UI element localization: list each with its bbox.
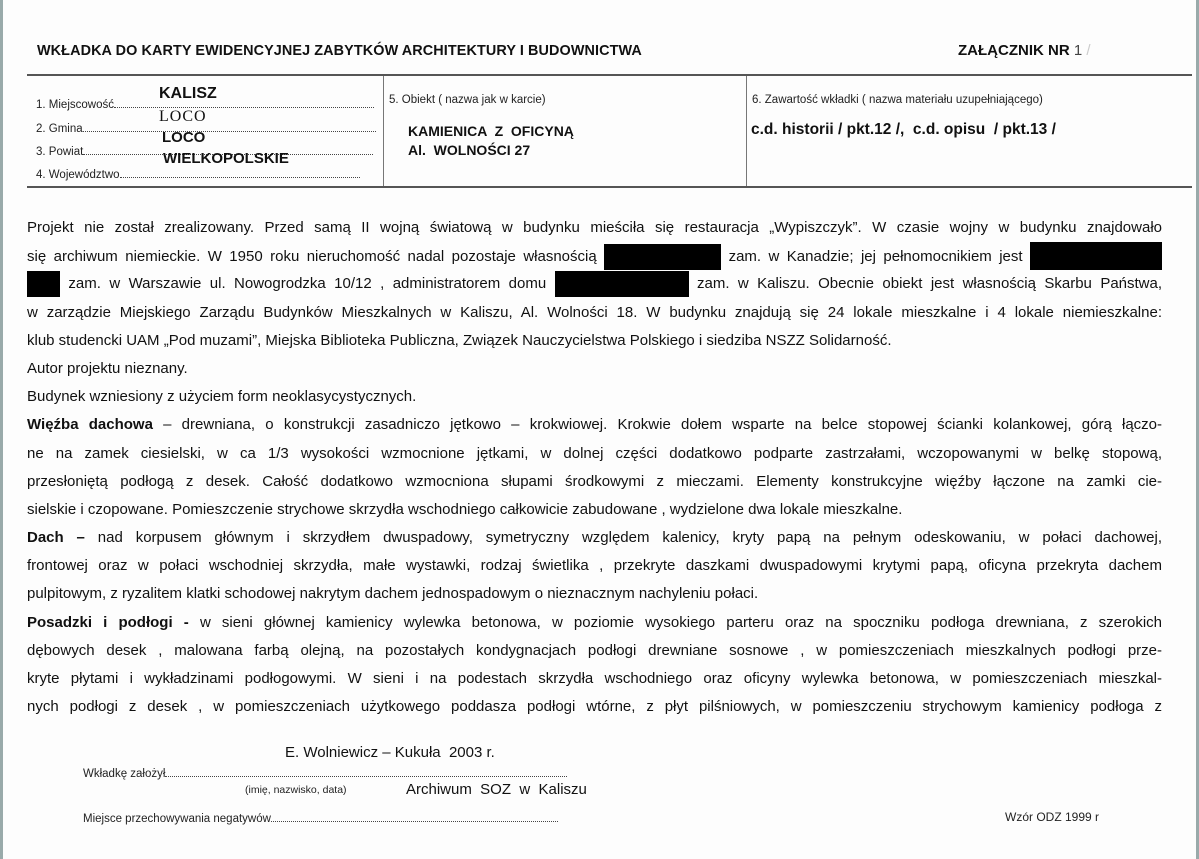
negatives-field [83, 812, 558, 825]
body-text: zam. w Warszawie ul. Nowogrodzka 10/12 , administratorem domu [68, 275, 555, 293]
redaction-box [1030, 242, 1162, 270]
redaction-box [27, 271, 60, 297]
body-text: Budynek wzniesiony z użyciem form neoklasycystycznych. [27, 388, 417, 406]
body-line [27, 383, 1162, 411]
annex-number-value: 1 [1073, 42, 1083, 59]
annex-number [958, 42, 1091, 59]
object-column [383, 76, 746, 186]
document-body [27, 214, 1162, 721]
body-text: przesłoniętą podłogą z desek. Całość dodatkowo wzmocniona słupami środkowymi z mieczami. Elementy konstrukcyjne więźby łączone na zamki cie- [27, 472, 1162, 490]
section-heading: Więźba dachowa [27, 416, 153, 434]
body-text: klub studencki UAM „Pod muzami”, Miejska Biblioteka Publiczna, Związek Nauczycielstwa Polskiego i siedziba NSZZ Solidarność. [27, 331, 892, 349]
contents-label: 6. Zawartość wkładki ( nazwa materiału uzupełniającego) [752, 94, 1043, 106]
body-text: w sieni głównej kamienicy wylewka betonowa, w poziomie wysokiego parteru oraz na spoczniku podłoga drewniana, z szerokich [199, 613, 1162, 631]
scan-edge-left [0, 0, 3, 859]
body-line [27, 609, 1162, 637]
dotted-line [83, 122, 376, 132]
dotted-line [114, 98, 374, 108]
object-name-line2: Al. WOLNOŚCI 27 [408, 142, 531, 158]
body-text: ne na zamek ciesielski, w ca 1/3 wysokości wzmocnione jętkami, w dolnej części dodatkowo podparte zastrzałami, wczopowanymi w belkę stopową, [27, 444, 1162, 462]
body-text: frontowej oraz w połaci wschodniej skrzydła, małe wystawki, rodzaj świetlika , przekryte daszkami dwuspadowymi krytymi papą, oficyna przekryta dachem [27, 557, 1162, 575]
header-form [27, 74, 1192, 188]
contents-column [746, 76, 1193, 186]
body-line [27, 411, 1162, 439]
body-text: zam. w Kanadzie; jej pełnomocnikiem jest [728, 248, 1031, 266]
body-text: nad korpusem głównym i skrzydłem dwuspadowy, symetryczny względem kalenicy, kryty papą na pełnym odeskowaniu, w połaci dachowej, [97, 529, 1162, 547]
created-by-field [83, 767, 567, 780]
dotted-line [271, 812, 558, 822]
body-text: zam. w Kaliszu. Obecnie obiekt jest własnością Skarbu Państwa, [697, 275, 1162, 293]
redaction-box [555, 271, 689, 297]
body-line [27, 327, 1162, 355]
body-line [27, 693, 1162, 721]
section-heading: Posadzki i podłogi - [27, 613, 189, 631]
body-line [27, 270, 1162, 298]
county-value: LOCO [162, 129, 206, 146]
object-name-line1: KAMIENICA Z OFICYNĄ [408, 123, 574, 139]
annex-label: ZAŁĄCZNIK NR [958, 42, 1070, 59]
body-line [27, 440, 1162, 468]
body-text: Autor projektu nieznany. [27, 359, 188, 377]
body-line [27, 299, 1162, 327]
archive-location: Archiwum SOZ w Kaliszu [406, 781, 587, 798]
body-text: – drewniana, o konstrukcji zasadniczo jętkowo – krokwiowej. Krokwie dołem wsparte na belce stopowej ścianki kolankowej, górą łączo- [163, 416, 1162, 434]
dotted-line [165, 767, 567, 777]
contents-value: c.d. historii / pkt.12 /, c.d. opisu / pkt.13 / [751, 121, 1056, 138]
field-label: 2. Gmina [36, 123, 83, 135]
field-label: 3. Powiat [36, 146, 84, 158]
negatives-label: Miejsce przechowywania negatywów [83, 813, 271, 825]
body-text: sielskie i czopowane. Pomieszczenie strychowe skrzydła wschodniego całkowicie zabudowane , wydzielone dwa lokale mieszkalne. [27, 500, 903, 518]
field-voivodeship [36, 168, 360, 181]
body-line [27, 242, 1162, 270]
body-text: kryte płytami i wykładzinami podłogowymi. W sieni i na podestach skrzydła wschodniego oraz oficyny wylewka betonowa, w pomieszczeniach mieszkal- [27, 670, 1162, 687]
body-line [27, 552, 1162, 580]
field-label: 4. Województwo [36, 169, 120, 181]
body-text: Projekt nie został zrealizowany. Przed samą II wojną światową w budynku mieściła się restauracja „Wypiszczyk”. W czasie wojny w budynku znajdowało [27, 219, 1162, 236]
created-by-label: Wkładkę założył [83, 768, 166, 780]
field-label: 1. Miejscowość [36, 99, 114, 111]
body-line [27, 496, 1162, 524]
body-text: pulpitowym, z ryzalitem klatki schodowej nakrytym dachem jednospadowym o nieznacznym nachyleniu połaci. [27, 585, 759, 603]
body-text: dębowych desek , malowana farbą olejną, na pozostałych kondygnacjach podłogi drewniane sosnowe , w pomieszczeniach mieszkalnych podłogi prze- [27, 641, 1162, 659]
body-text: w zarządzie Miejskiego Zarządu Budynków Mieszkalnych w Kaliszu, Al. Wolności 18. W budynku znajdują się 24 lokale mieszkalne i 4 lokale niemieszkalne: [27, 303, 1162, 321]
object-label: 5. Obiekt ( nazwa jak w karcie) [389, 94, 546, 106]
location-column [27, 76, 382, 186]
body-text: się archiwum niemieckie. W 1950 roku nieruchomość nadal pozostaje własnością [27, 248, 605, 266]
body-line [27, 214, 1162, 242]
template-version: Wzór ODZ 1999 r [1005, 810, 1100, 824]
body-line [27, 580, 1162, 608]
document-title: WKŁADKA DO KARTY EWIDENCYJNEJ ZABYTKÓW ARCHITEKTURY I BUDOWNICTWA [37, 42, 642, 59]
dotted-line [120, 168, 360, 178]
annex-slash: / [1086, 42, 1091, 59]
commune-value: LOCO [159, 108, 207, 125]
voivodeship-value: WIELKOPOLSKIE [163, 150, 289, 167]
body-line [27, 524, 1162, 552]
body-line [27, 637, 1162, 665]
body-line [27, 665, 1162, 693]
section-heading: Dach – [27, 529, 85, 547]
body-line [27, 355, 1162, 383]
created-by-hint: (imię, nazwisko, data) [245, 784, 347, 796]
object-name [408, 122, 574, 160]
body-text: nych podłogi z desek , w pomieszczeniach użytkowego poddasza podłogi wtórne, z płyt pilśniowych, w pomieszczeniu strychowym kamienicy podłoga z [27, 698, 1162, 716]
redaction-box [604, 244, 721, 270]
body-line [27, 468, 1162, 496]
author-signature: E. Wolniewicz – Kukuła 2003 r. [285, 744, 495, 761]
locality-value: KALISZ [159, 85, 217, 102]
